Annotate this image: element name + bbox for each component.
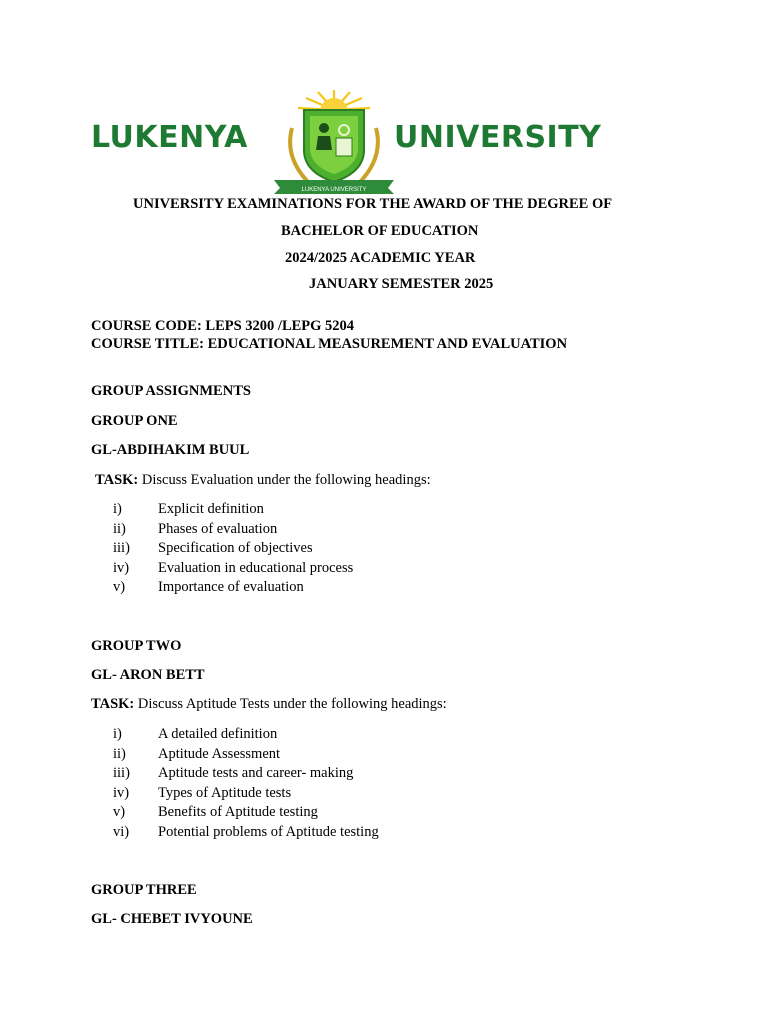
group-one-title: GROUP ONE <box>91 413 178 429</box>
group-three-leader: GL- CHEBET IVYOUNE <box>91 911 253 927</box>
exam-heading-line1: UNIVERSITY EXAMINATIONS FOR THE AWARD OF THE DEGREE OF <box>133 196 613 212</box>
logo-word-right: UNIVERSITY <box>394 120 602 155</box>
list-number: i) <box>113 501 122 517</box>
list-text: Potential problems of Aptitude testing <box>158 823 379 840</box>
list-number: iii) <box>113 540 130 557</box>
list-number: ii) <box>113 745 126 762</box>
group-two-task <box>91 696 447 713</box>
list-text: Explicit definition <box>158 501 264 517</box>
task-text: Discuss Evaluation under the following headings: <box>138 472 431 488</box>
list-text: Phases of evaluation <box>158 520 278 537</box>
exam-heading-line4: JANUARY SEMESTER 2025 <box>309 276 494 292</box>
list-number: ii) <box>113 520 126 537</box>
list-number: v) <box>113 579 126 596</box>
group-two-leader: GL- ARON BETT <box>91 667 205 683</box>
list-number: iii) <box>113 765 130 782</box>
list-text: A detailed definition <box>158 726 278 742</box>
list-number: iv) <box>113 559 130 576</box>
list-number: iv) <box>113 784 130 801</box>
list-text: Evaluation in educational process <box>158 559 354 576</box>
list-text: Aptitude Assessment <box>158 745 281 762</box>
group-two-title: GROUP TWO <box>91 638 182 654</box>
list-number: v) <box>113 804 126 821</box>
list-text: Aptitude tests and career- making <box>158 765 354 782</box>
task-label: TASK: <box>91 696 135 712</box>
logo-word-left: LUKENYA <box>91 120 248 155</box>
group-three-title: GROUP THREE <box>91 882 197 898</box>
task-text: Discuss Aptitude Tests under the following headings: <box>134 696 447 712</box>
task-label: TASK: <box>95 472 139 488</box>
exam-heading-line3: 2024/2025 ACADEMIC YEAR <box>285 250 476 266</box>
university-logo <box>0 88 768 198</box>
group-one-task <box>95 472 431 489</box>
list-number: vi) <box>113 823 130 840</box>
list-number: i) <box>113 726 122 742</box>
list-text: Types of Aptitude tests <box>158 784 292 801</box>
list-text: Benefits of Aptitude testing <box>158 804 318 821</box>
list-text: Importance of evaluation <box>158 579 304 596</box>
university-crest-icon <box>270 88 398 196</box>
course-title: COURSE TITLE: EDUCATIONAL MEASUREMENT AND EVALUATION <box>91 336 568 352</box>
list-text: Specification of objectives <box>158 540 313 557</box>
section-title: GROUP ASSIGNMENTS <box>91 383 251 399</box>
crest-ribbon-text: LUKENYA UNIVERSITY <box>301 187 367 193</box>
course-code: COURSE CODE: LEPS 3200 /LEPG 5204 <box>91 318 355 334</box>
exam-heading-line2: BACHELOR OF EDUCATION <box>281 223 479 239</box>
group-one-leader: GL-ABDIHAKIM BUUL <box>91 442 250 458</box>
